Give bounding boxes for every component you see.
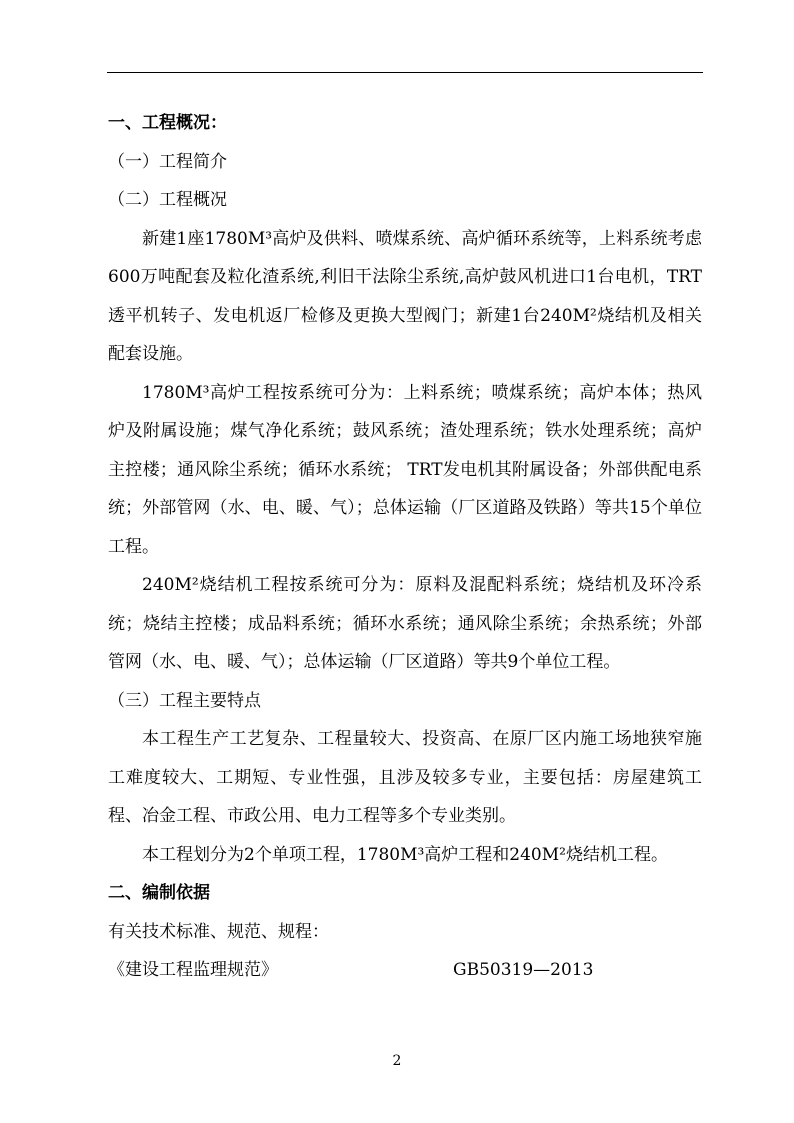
paragraph-division: 本工程划分为2个单项工程，1780M³高炉工程和240M²烧结机工程。 bbox=[142, 844, 668, 865]
subsection-3-title: （三）工程主要特点 bbox=[108, 690, 261, 711]
page-number: 2 bbox=[392, 1053, 402, 1069]
section-2-title: 二、编制依据 bbox=[108, 883, 210, 903]
paragraph-overview: 新建1座1780M³高炉及供料、喷煤系统、高炉循环系统等，上料系统考虑600万吨配套及粒化渣系统,利旧干法除尘系统,高炉鼓风机进口1台电机，TRT透平机转子、发电机返厂检修及更换大型阀门；新建1台240M²烧结机及相关配套设施。 bbox=[108, 228, 702, 364]
paragraph-blast-furnace-systems: 1780M³高炉工程按系统可分为：上料系统；喷煤系统；高炉本体；热风炉及附属设施；煤气净化系统；鼓风系统；渣处理系统；铁水处理系统；高炉主控楼；通风除尘系统；循环水系统； TRT发电机其附属设备；外部供配电系统；外部管网（水、电、暖、气）；总体运输（厂区道路及铁路）等共15个单位工程。 bbox=[108, 382, 702, 557]
header-rule bbox=[107, 72, 703, 73]
reference-name: 《建设工程监理规范》 bbox=[108, 960, 278, 980]
reference-row bbox=[108, 951, 702, 990]
subsection-2-title: （二）工程概况 bbox=[108, 190, 227, 210]
paragraph-features: 本工程生产工艺复杂、工程量较大、投资高、在原厂区内施工场地狭窄施工难度较大、工期短、专业性强，且涉及较多专业，主要包括：房屋建筑工程、冶金工程、市政公用、电力工程等多个专业类别。 bbox=[108, 729, 702, 826]
document-body bbox=[108, 104, 702, 990]
subsection-1-title: （一）工程简介 bbox=[108, 151, 227, 172]
paragraph-sinter-systems: 240M²烧结机工程按系统可分为：原料及混配料系统；烧结机及环冷系统；烧结主控楼；成品料系统；循环水系统；通风除尘系统；余热系统；外部管网（水、电、暖、气）；总体运输（厂区道路）等共9个单位工程。 bbox=[108, 575, 702, 672]
paragraph-standards-intro: 有关技术标准、规范、规程： bbox=[108, 921, 329, 942]
section-1-title: 一、工程概况： bbox=[108, 113, 227, 133]
reference-code: GB50319—2013 bbox=[453, 960, 594, 980]
